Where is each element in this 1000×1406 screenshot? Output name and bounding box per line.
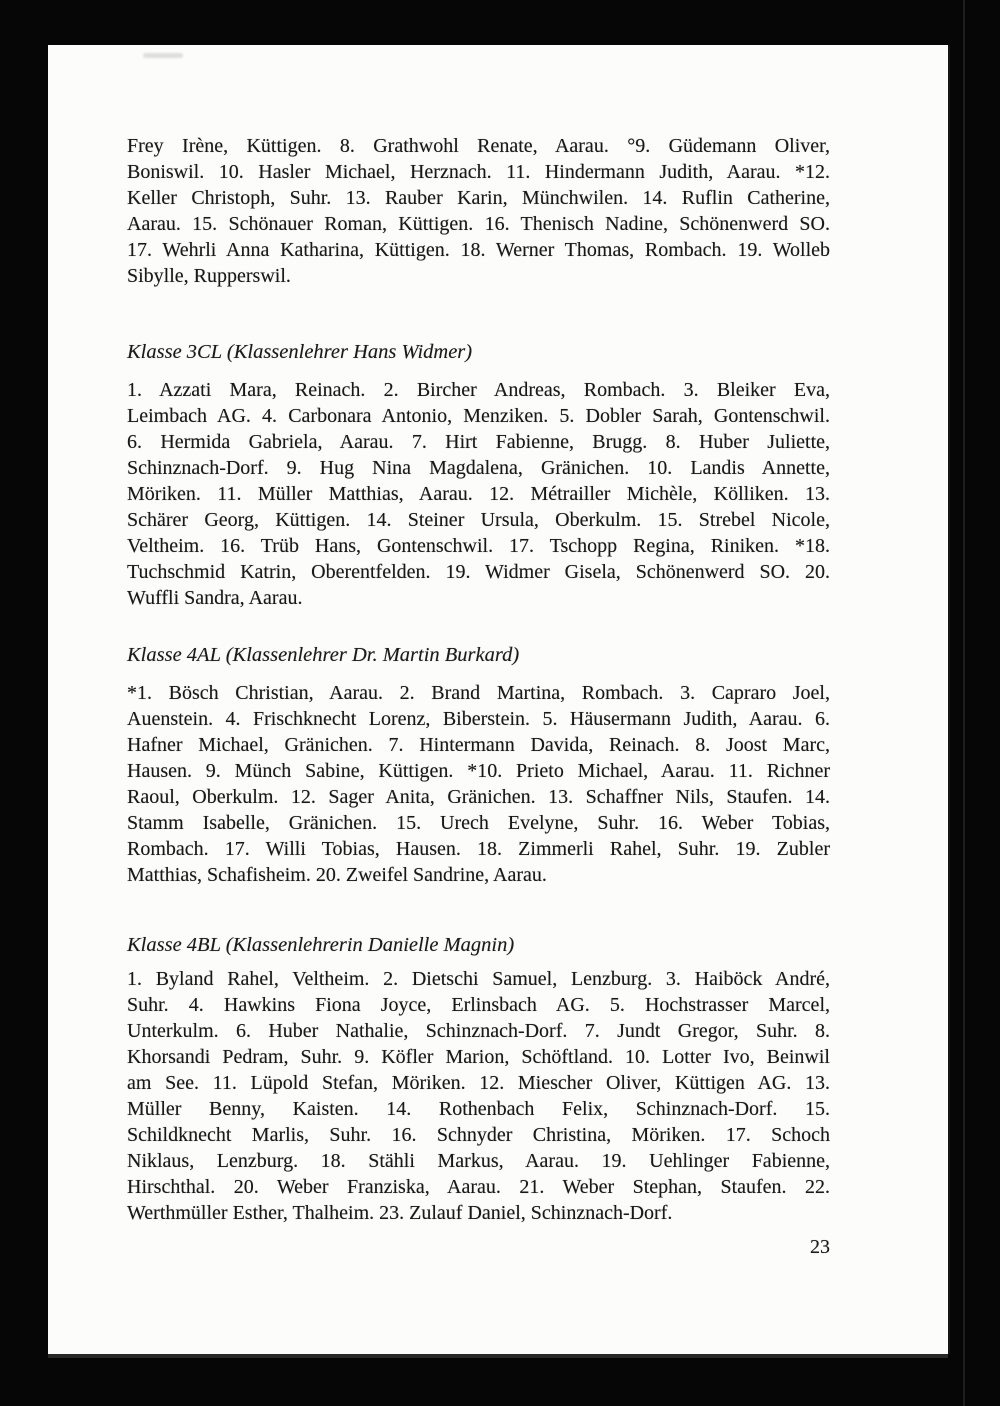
text-line: Keller Christoph, Suhr. 13. Rauber Karin, Münchwilen. 14. Ruflin Catherine, (127, 187, 830, 209)
class-list-4al-paragraph (127, 680, 830, 888)
text-line: 6. Hermida Gabriela, Aarau. 7. Hirt Fabienne, Brugg. 8. Huber Juliette, (127, 431, 830, 453)
class-list-4bl-paragraph (127, 966, 830, 1226)
text-line: Hirschthal. 20. Weber Franziska, Aarau. 21. Weber Stephan, Staufen. 22. (127, 1176, 830, 1198)
section-heading-klasse-4al: Klasse 4AL (Klassenlehrer Dr. Martin Burkard) (127, 644, 520, 666)
text-line: Sibylle, Rupperswil. (127, 265, 291, 287)
text-line: Stamm Isabelle, Gränichen. 15. Urech Evelyne, Suhr. 16. Weber Tobias, (127, 812, 830, 834)
text-line: Veltheim. 16. Trüb Hans, Gontenschwil. 17. Tschopp Regina, Riniken. *18. (127, 535, 830, 557)
text-line: Rombach. 17. Willi Tobias, Hausen. 18. Zimmerli Rahel, Suhr. 19. Zubler (127, 838, 830, 860)
text-line: Matthias, Schafisheim. 20. Zweifel Sandrine, Aarau. (127, 864, 547, 886)
text-line: Schildknecht Marlis, Suhr. 16. Schnyder Christina, Möriken. 17. Schoch (127, 1124, 830, 1146)
bleed-through-smudge (143, 53, 183, 58)
text-line: Niklaus, Lenzburg. 18. Stähli Markus, Aarau. 19. Uehlinger Fabienne, (127, 1150, 830, 1172)
text-line: Müller Benny, Kaisten. 14. Rothenbach Felix, Schinznach-Dorf. 15. (127, 1098, 830, 1120)
text-line: *1. Bösch Christian, Aarau. 2. Brand Martina, Rombach. 3. Capraro Joel, (127, 682, 830, 704)
text-line: Leimbach AG. 4. Carbonara Antonio, Menziken. 5. Dobler Sarah, Gontenschwil. (127, 405, 830, 427)
text-line: Auenstein. 4. Frischknecht Lorenz, Biberstein. 5. Häusermann Judith, Aarau. 6. (127, 708, 830, 730)
class-list-3cl-paragraph (127, 377, 830, 611)
section-heading-klasse-4bl: Klasse 4BL (Klassenlehrerin Danielle Magnin) (127, 934, 515, 956)
text-line: Aarau. 15. Schönauer Roman, Küttigen. 16. Thenisch Nadine, Schönenwerd SO. (127, 213, 830, 235)
book-page (48, 45, 948, 1354)
text-line: 17. Wehrli Anna Katharina, Küttigen. 18. Werner Thomas, Rombach. 19. Wolleb (127, 239, 830, 261)
text-line: Suhr. 4. Hawkins Fiona Joyce, Erlinsbach AG. 5. Hochstrasser Marcel, (127, 994, 830, 1016)
text-line: 1. Byland Rahel, Veltheim. 2. Dietschi Samuel, Lenzburg. 3. Haiböck André, (127, 968, 830, 990)
text-line: Schärer Georg, Küttigen. 14. Steiner Ursula, Oberkulm. 15. Strebel Nicole, (127, 509, 830, 531)
scanner-artifact-line (963, 0, 965, 1406)
text-line: Hafner Michael, Gränichen. 7. Hintermann Davida, Reinach. 8. Joost Marc, (127, 734, 830, 756)
text-line: 1. Azzati Mara, Reinach. 2. Bircher Andreas, Rombach. 3. Bleiker Eva, (127, 379, 830, 401)
text-line: Frey Irène, Küttigen. 8. Grathwohl Renate, Aarau. °9. Güdemann Oliver, (127, 135, 830, 157)
text-line: Unterkulm. 6. Huber Nathalie, Schinznach-Dorf. 7. Jundt Gregor, Suhr. 8. (127, 1020, 830, 1042)
text-line: Wuffli Sandra, Aarau. (127, 587, 303, 609)
page-number: 23 (810, 1236, 830, 1258)
text-line: Schinznach-Dorf. 9. Hug Nina Magdalena, Gränichen. 10. Landis Annette, (127, 457, 830, 479)
class-list-intro-paragraph (127, 133, 830, 289)
text-line: Boniswil. 10. Hasler Michael, Herznach. 11. Hindermann Judith, Aarau. *12. (127, 161, 830, 183)
text-line: Raoul, Oberkulm. 12. Sager Anita, Gränichen. 13. Schaffner Nils, Staufen. 14. (127, 786, 830, 808)
text-line: Khorsandi Pedram, Suhr. 9. Köfler Marion, Schöftland. 10. Lotter Ivo, Beinwil (127, 1046, 830, 1068)
text-line: Werthmüller Esther, Thalheim. 23. Zulauf Daniel, Schinznach-Dorf. (127, 1202, 673, 1224)
text-line: am See. 11. Lüpold Stefan, Möriken. 12. Miescher Oliver, Küttigen AG. 13. (127, 1072, 830, 1094)
text-line: Hausen. 9. Münch Sabine, Küttigen. *10. Prieto Michael, Aarau. 11. Richner (127, 760, 830, 782)
text-line: Tuchschmid Katrin, Oberentfelden. 19. Widmer Gisela, Schönenwerd SO. 20. (127, 561, 830, 583)
text-line: Möriken. 11. Müller Matthias, Aarau. 12. Métrailler Michèle, Kölliken. 13. (127, 483, 830, 505)
section-heading-klasse-3cl: Klasse 3CL (Klassenlehrer Hans Widmer) (127, 341, 473, 363)
